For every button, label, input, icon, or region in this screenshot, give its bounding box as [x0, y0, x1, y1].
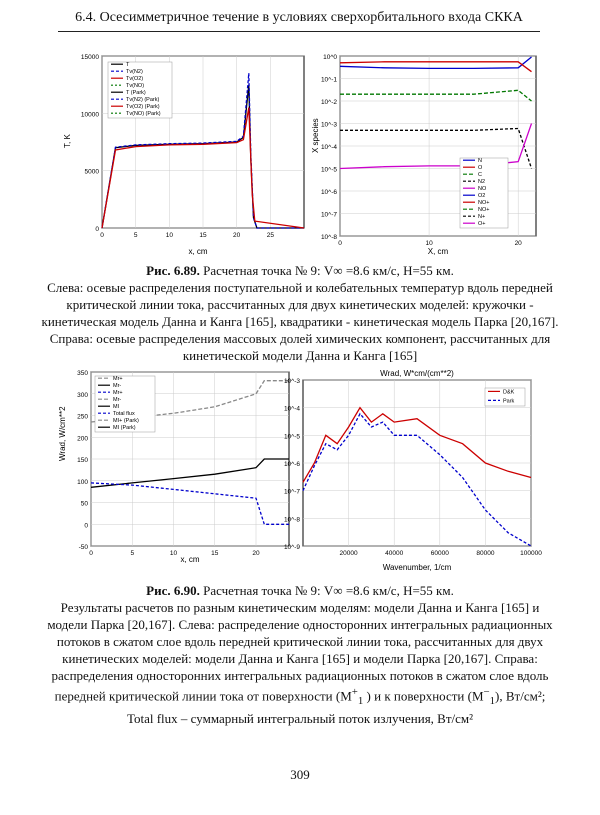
y-tick-label: 10^-6	[320, 189, 337, 196]
legend-label: O	[478, 165, 483, 172]
fig89-title: Расчетная точка № 9: V∞ =8.6 км/с, H=55 км.	[203, 263, 454, 278]
legend-label: Tv(NO)	[126, 83, 145, 90]
y-tick-label: 10^-3	[283, 378, 300, 385]
y-tick-label: 0	[84, 522, 88, 530]
x-axis-label: X, cm	[427, 247, 449, 256]
legend-label: MI (Park)	[113, 425, 136, 432]
x-tick-label: 60000	[430, 550, 449, 557]
legend-label: Mr-	[113, 397, 122, 404]
y-tick-label: 10^-4	[283, 405, 300, 413]
x-tick-label: 100000	[520, 550, 542, 557]
legend-label: Mr+	[113, 376, 123, 383]
x-tick-label: 80000	[476, 550, 495, 557]
fig90-title: Расчетная точка № 9: V∞ =8.6 км/с, H=55 км.	[203, 583, 454, 598]
fig89-caption	[40, 262, 560, 364]
legend-label: N	[478, 158, 482, 165]
x-tick-label: 10	[169, 550, 178, 557]
legend-label: Tv(O2) (Park)	[126, 104, 160, 111]
y-tick-label: 10^-4	[320, 144, 337, 151]
legend-label: C	[478, 172, 482, 179]
fig89-caption-text: Слева: осевые распределения поступательной и колебательных температур вдоль передней критической линии тока, рассчитанных для двух кинетических моделей: кружочки - кинетическая модель Данна и Канга [165], квадратики - кинетическая модель Парка [20,167]. Справа: осевые распределения массовых долей химических компонент, рассчитанных для кинетической модели Данна и Канга [165]	[41, 280, 559, 363]
x-tick-label: 5	[130, 550, 135, 557]
legend-label: O2	[478, 193, 486, 200]
y-axis-label: T, K	[63, 134, 72, 148]
x-tick-label: 20	[233, 232, 241, 239]
fig90-caption: Рис. 6.90. Расчетная точка № 9: V∞ =8.6 км/с, H=55 км. Результаты расчетов по разным кинетическим моделям: модели Данна и Канга [165] и модели Парка [20,167]. Слева: распределение односторонних интегральных радиационных потоков в сжатом слое вдоль передней критической линии тока, рассчитанных для двух кинетических моделей: модели Данна и Канга [165] и модели Парка [20,167]. Справа: распределения односторонних интегральных радиационных потоков в сжатом слое вдоль передней критической линии тока от поверхности ($M^+_1$ ) и к поверхности $(M^-_1)$, Вт/см²; Total flux – суммарный интегральный поток излучения, Вт/см²	[47, 583, 553, 726]
x-tick-label: 20	[514, 240, 522, 247]
legend-label: D&K	[503, 389, 515, 396]
x-tick-label: 0	[100, 232, 104, 239]
y-tick-label: 10^-7	[283, 488, 300, 496]
legend-label: T	[126, 62, 130, 69]
y-tick-label: 15000	[80, 54, 99, 61]
running-header: 6.4. Осесимметричное течение в условиях сверхорбитального входа СККА	[75, 10, 523, 25]
fig89-label: Рис. 6.89.	[146, 263, 200, 278]
x-axis-label: Wavenumber, 1/cm	[382, 563, 452, 572]
legend-label: Tv(N2) (Park)	[126, 97, 160, 104]
x-tick-label: 0	[338, 240, 342, 247]
legend-label: N+	[478, 214, 486, 221]
legend-label: NO+	[478, 207, 490, 214]
x-tick-label: 15	[211, 550, 219, 557]
fig89-left-chart	[58, 48, 310, 260]
legend-label: NO+	[478, 200, 490, 207]
y-tick-label: -50	[78, 544, 88, 551]
x-tick-label: 20000	[339, 550, 358, 557]
y-tick-label: 10^-3	[320, 121, 337, 129]
x-tick-label: 20	[252, 550, 260, 557]
y-axis-label: Wrad, W/cm**2	[58, 406, 67, 461]
y-tick-label: 200	[77, 435, 88, 443]
y-axis-label: X species	[311, 118, 320, 153]
y-tick-label: 100	[77, 478, 88, 486]
y-tick-label: 10^-7	[320, 211, 337, 219]
y-tick-label: 10000	[80, 111, 99, 119]
legend-label: O+	[478, 221, 486, 228]
y-tick-label: 300	[77, 391, 88, 399]
fig90-caption-main: Результаты расчетов по разным кинетическим моделям: модели Данна и Канга [165] и модели Парка [20,167]. Слева: распределение односторонних интегральных радиационных потоков в сжатом слое вдоль передней критической линии тока, рассчитанных для двух кинетических моделей: модели Данна и Канга [165] и модели Парка [20,167]. Справа: распределения односторонних интегральных радиационных потоков в сжатом слое вдоль передней критической линии тока от поверхности (M	[47, 600, 553, 704]
legend-label: NO	[478, 186, 487, 193]
y-tick-label: 10^-1	[320, 76, 337, 84]
fig90-left-chart	[55, 366, 295, 576]
y-tick-label: 5000	[84, 168, 99, 176]
y-tick-label: 10^-6	[283, 461, 300, 468]
legend-label: N2	[478, 179, 486, 186]
legend-label: Mr+	[113, 390, 123, 397]
y-tick-label: 350	[77, 370, 88, 377]
legend-label: MI	[113, 404, 120, 411]
fig89-right-chart	[310, 48, 542, 260]
legend-label: Tv(NO) (Park)	[126, 111, 161, 118]
y-tick-label: 10^-5	[283, 433, 300, 441]
y-tick-label: 10^-8	[283, 516, 300, 524]
y-tick-label: 10^0	[323, 54, 337, 61]
x-tick-label: 40000	[385, 550, 404, 557]
legend-label: Tv(N2)	[126, 69, 143, 76]
chart-title: Wrad, W*cm/(cm**2)	[380, 369, 454, 378]
y-tick-label: 250	[77, 413, 88, 421]
legend-label: Mr-	[113, 383, 122, 390]
y-tick-label: 10^-9	[283, 544, 300, 551]
header-rule	[58, 31, 540, 32]
x-tick-label: 0	[89, 550, 93, 557]
x-tick-label: 5	[133, 232, 138, 239]
legend-label: Tv(O2)	[126, 76, 144, 83]
fig90-caption-tail: ) и к поверхности (M	[366, 688, 484, 704]
y-tick-label: 0	[95, 226, 99, 233]
y-tick-label: 10^-8	[320, 234, 337, 241]
x-axis-label: x, cm	[188, 247, 208, 256]
x-tick-label: 10	[165, 232, 173, 239]
legend-label: T (Park)	[126, 90, 146, 97]
page-number: 309	[290, 767, 310, 782]
y-tick-label: 50	[80, 500, 88, 508]
legend-label: Park	[503, 398, 515, 405]
x-tick-label: 25	[266, 232, 274, 239]
y-tick-label: 10^-2	[320, 99, 337, 106]
y-tick-label: 150	[77, 457, 88, 464]
x-axis-label: x, cm	[180, 555, 200, 564]
fig90-right-chart	[283, 366, 542, 576]
legend-label: Total flux	[113, 411, 135, 418]
fig90-caption-end: ), Вт/см²; Total flux – суммарный интегральный поток излучения, Вт/см²	[126, 688, 546, 726]
y-tick-label: 10^-5	[320, 166, 337, 174]
x-tick-label: 10	[425, 240, 433, 247]
fig90-label: Рис. 6.90.	[146, 583, 200, 598]
legend-label: MI+ (Park)	[113, 418, 139, 425]
x-tick-label: 15	[199, 232, 207, 239]
